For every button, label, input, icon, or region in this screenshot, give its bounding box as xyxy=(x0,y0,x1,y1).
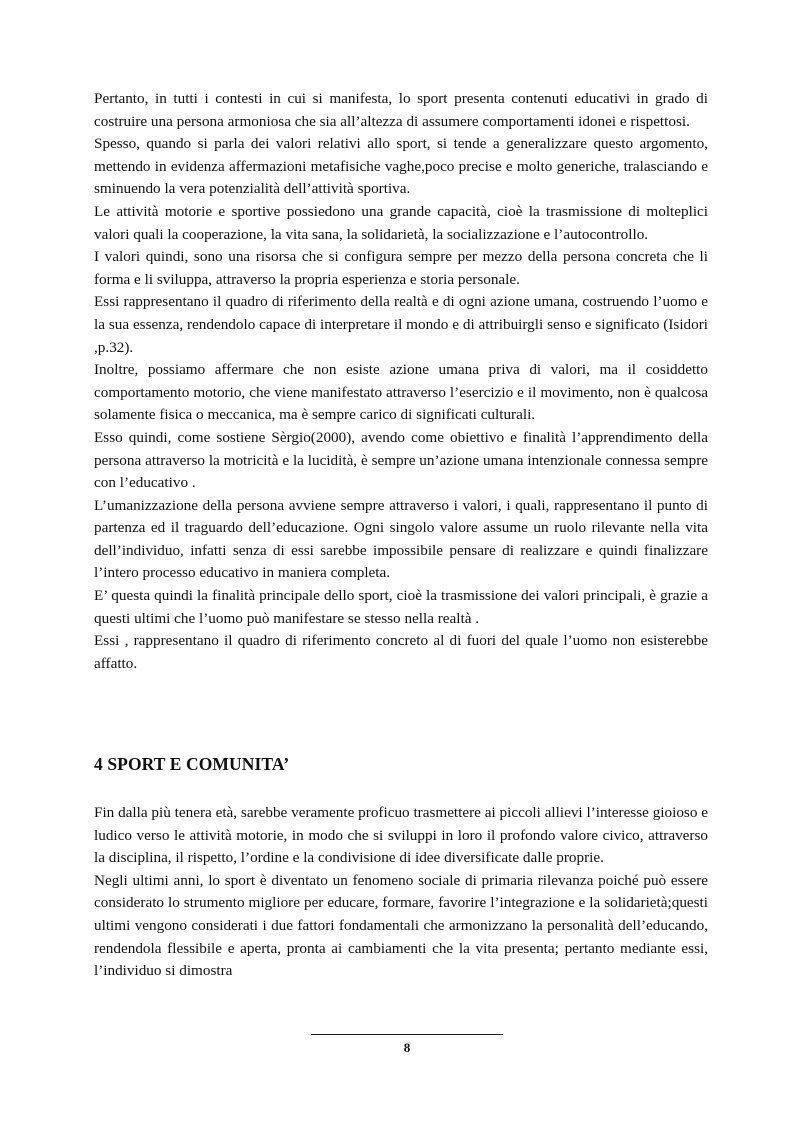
paragraph: Inoltre, possiamo affermare che non esiste azione umana priva di valori, ma il cosiddetto comportamento motorio, che viene manifestato attraverso l’esercizio e il movimento, non è qualcosa solamente fisica o meccanica, ma è sempre carico di significati culturali. xyxy=(94,361,708,424)
paragraph: Essi rappresentano il quadro di riferimento della realtà e di ogni azione umana, costruendo l’uomo e la sua essenza, rendendolo capace di interpretare il mondo e di attribuirgli senso e significato (Isidori ,p.32). xyxy=(94,293,708,356)
paragraph: I valori quindi, sono una risorsa che si configura sempre per mezzo della persona concreta che li forma e li sviluppa, attraverso la propria esperienza e storia personale. xyxy=(94,248,708,288)
section-body-text xyxy=(94,802,708,983)
section-heading: 4 SPORT E COMUNITA’ xyxy=(94,754,290,774)
footer-divider xyxy=(311,1034,503,1035)
paragraph: Spesso, quando si parla dei valori relativi allo sport, si tende a generalizzare questo argomento, mettendo in evidenza affermazioni metafisiche vaghe,poco precise e molto generiche, tralasciando e sminuendo la vera potenzialità dell’attività sportiva. xyxy=(94,135,708,198)
paragraph: L’umanizzazione della persona avviene sempre attraverso i valori, i quali, rappresentano il punto di partenza ed il traguardo dell’educazione. Ogni singolo valore assume un ruolo rilevante nella vita dell’individuo, infatti senza di essi sarebbe impossibile pensare di realizzare e quindi finalizzare l’intero processo educativo in maniera completa. xyxy=(94,496,708,582)
paragraph: Negli ultimi anni, lo sport è diventato un fenomeno sociale di primaria rilevanza poiché può essere considerato lo strumento migliore per educare, formare, favorire l’integrazione e la solidarietà;questi ultimi vengono considerati i due fattori fondamentali che armonizzano la personalità dell’educando, rendendola flessibile e aperta, pronta ai cambiamenti che la vita presenta; pertanto mediante essi, l’individuo si dimostra xyxy=(94,871,708,980)
paragraph: Fin dalla più tenera età, sarebbe veramente proficuo trasmettere ai piccoli allievi l’interesse gioioso e ludico verso le attività motorie, in modo che si sviluppi in loro il profondo valore civico, attraverso la disciplina, il rispetto, l’ordine e la condivisione di idee diversificate dalle proprie. xyxy=(94,804,708,867)
paragraph: Le attività motorie e sportive possiedono una grande capacità, cioè la trasmissione di molteplici valori quali la cooperazione, la vita sana, la solidarietà, la socializzazione e l’autocontrollo. xyxy=(94,202,708,243)
paragraph: Pertanto, in tutti i contesti in cui si manifesta, lo sport presenta contenuti educativi in grado di costruire una persona armoniosa che sia all’altezza di assumere comportamenti idonei e rispettosi. xyxy=(94,90,708,130)
paragraph: Essi , rappresentano il quadro di riferimento concreto al di fuori del quale l’uomo non esisterebbe affatto. xyxy=(94,632,708,672)
paragraph: Esso quindi, come sostiene Sèrgio(2000), avendo come obiettivo e finalità l’apprendimento della persona attraverso la motricità e la lucidità, è sempre un’azione umana intenzionale connessa sempre con l’educativo . xyxy=(94,428,708,492)
body-text xyxy=(94,88,708,675)
page-number: 8 xyxy=(403,1040,411,1055)
paragraph: E’ questa quindi la finalità principale dello sport, cioè la trasmissione dei valori principali, è grazie a questi ultimi che l’uomo può manifestare se stesso nella realtà . xyxy=(94,587,708,627)
